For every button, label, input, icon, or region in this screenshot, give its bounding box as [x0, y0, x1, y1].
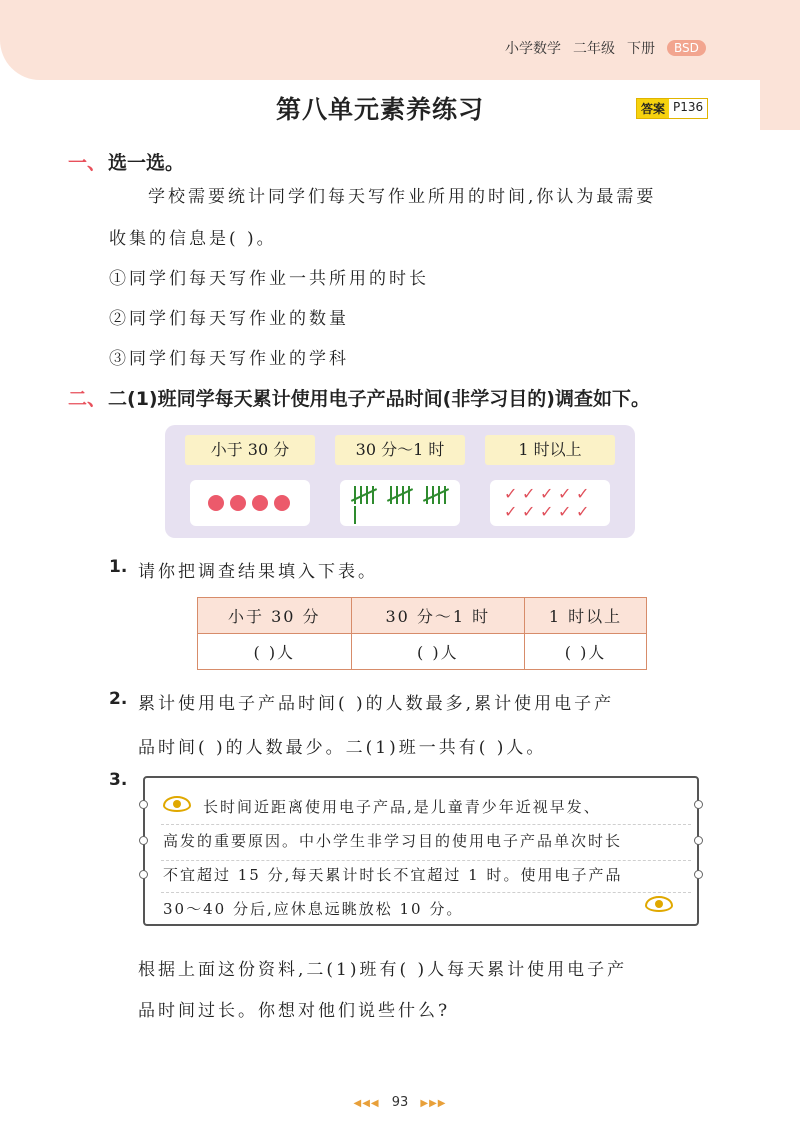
- checks-box: [490, 480, 610, 526]
- header-grade: 二年级: [573, 41, 615, 57]
- table-header: 小于 30 分: [198, 598, 352, 634]
- check-icon: ✓: [558, 502, 572, 521]
- left-arrows-icon: ◀◀◀: [353, 1098, 380, 1109]
- info-line-1: 长时间近距离使用电子产品,是儿童青少年近视早发、: [203, 798, 601, 816]
- table-cell-blank[interactable]: ( )人: [198, 634, 352, 670]
- tally-five-icon: [352, 486, 376, 504]
- section1-heading: [68, 148, 184, 175]
- section1-number: 一、: [68, 152, 107, 174]
- section2-heading: [68, 384, 650, 411]
- info-line-3: 不宜超过 15 分,每天累计时长不宜超过 1 时。使用电子产品: [163, 866, 623, 884]
- check-icon: ✓: [504, 484, 518, 503]
- dot-icon: [274, 495, 290, 511]
- result-table: [197, 597, 647, 670]
- option-2: ②同学们每天写作业的数量: [109, 309, 349, 329]
- page-title: 第八单元素养练习: [275, 95, 484, 124]
- check-icon: ✓: [522, 484, 536, 503]
- tally-one-icon: [352, 506, 376, 524]
- check-icon: ✓: [558, 484, 572, 503]
- table-cell-blank[interactable]: ( )人: [351, 634, 525, 670]
- table-header: 30 分～1 时: [351, 598, 525, 634]
- q1-text: 请你把调查结果填入下表。: [138, 562, 378, 582]
- right-arrows-icon: ▶▶▶: [420, 1098, 447, 1109]
- answer-label: 答案: [637, 99, 669, 118]
- check-icon: ✓: [540, 484, 554, 503]
- option-3: ③同学们每天写作业的学科: [109, 349, 349, 369]
- answer-page: P136: [669, 99, 707, 118]
- info-box: [143, 776, 699, 926]
- q2-line1: 累计使用电子产品时间( )的人数最多,累计使用电子产: [138, 694, 615, 714]
- eye-icon: [645, 896, 673, 912]
- check-icon: ✓: [504, 502, 518, 521]
- section2-number: 二、: [68, 388, 107, 410]
- eye-icon: [163, 796, 191, 812]
- info-line-2: 高发的重要原因。中小学生非学习目的使用电子产品单次时长: [163, 832, 623, 850]
- answer-tag[interactable]: [636, 98, 708, 119]
- tally-box: [340, 480, 460, 526]
- q2-number: 2.: [109, 689, 128, 709]
- dot-icon: [252, 495, 268, 511]
- survey-graphic: [165, 425, 635, 538]
- q1-number: 1.: [109, 557, 128, 577]
- edition-badge: BSD: [667, 40, 706, 56]
- dot-icon: [208, 495, 224, 511]
- check-icon: ✓: [540, 502, 554, 521]
- q3-number: 3.: [109, 770, 128, 790]
- q3-line1: 根据上面这份资料,二(1)班有( )人每天累计使用电子产: [138, 960, 628, 980]
- info-line-4: 30～40 分后,应休息远眺放松 10 分。: [163, 900, 464, 918]
- header-info: [505, 38, 706, 58]
- dots-box: [190, 480, 310, 526]
- survey-label-under30: 小于 30 分: [185, 435, 315, 465]
- check-icon: ✓: [522, 502, 536, 521]
- table-cell-blank[interactable]: ( )人: [525, 634, 647, 670]
- page-number: 93: [391, 1095, 409, 1110]
- section1-title: 选一选。: [108, 152, 185, 174]
- section2-title: 二(1)班同学每天累计使用电子产品时间(非学习目的)调查如下。: [108, 388, 650, 410]
- check-icon: ✓: [576, 502, 590, 521]
- q3-line2: 品时间过长。你想对他们说些什么?: [138, 1001, 451, 1021]
- header-volume: 下册: [627, 41, 655, 57]
- page-footer: [0, 1095, 800, 1110]
- dot-icon: [230, 495, 246, 511]
- tally-five-icon: [388, 486, 412, 504]
- survey-label-over60: 1 时以上: [485, 435, 615, 465]
- section1-line1: 学校需要统计同学们每天写作业所用的时间,你认为最需要: [148, 187, 657, 207]
- survey-label-30to60: 30 分～1 时: [335, 435, 465, 465]
- tally-five-icon: [424, 486, 448, 504]
- table-header: 1 时以上: [525, 598, 647, 634]
- header-subject: 小学数学: [505, 41, 561, 57]
- option-1: ①同学们每天写作业一共所用的时长: [109, 269, 429, 289]
- section1-line2: 收集的信息是( )。: [109, 229, 277, 249]
- q2-line2: 品时间( )的人数最少。二(1)班一共有( )人。: [138, 738, 547, 758]
- check-icon: ✓: [576, 484, 590, 503]
